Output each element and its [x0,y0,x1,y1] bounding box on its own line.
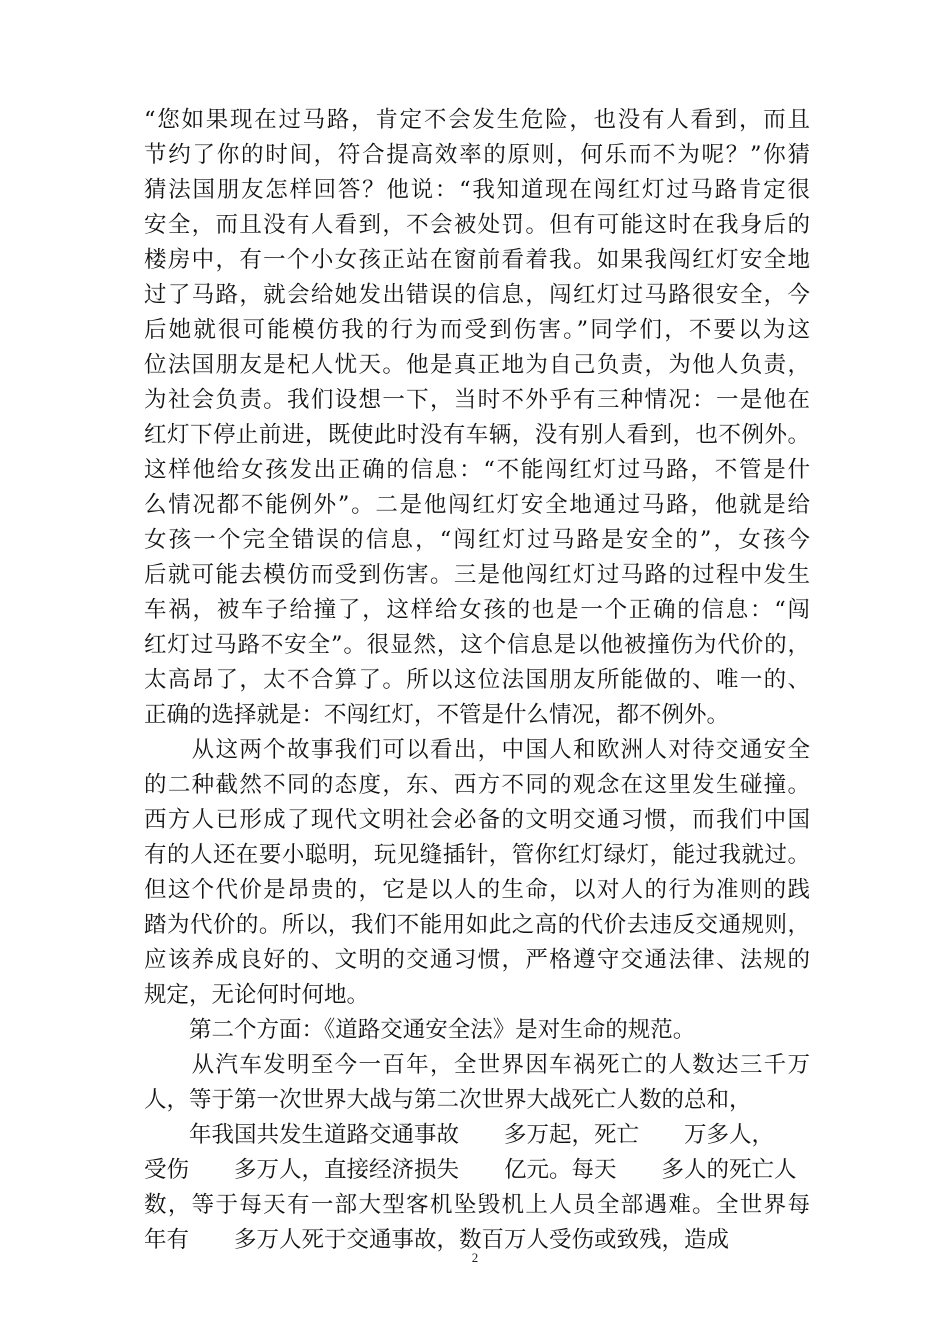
text-line: 受伤 多万人，直接经济损失 亿元。每天 多人的死亡人 [144,1157,797,1183]
text-line: 规定，无论何时何地。 [144,982,370,1008]
text-line: 为社会负责。我们设想一下，当时不外乎有三种情况：一是他在 [144,387,810,413]
text-line: 红灯过马路不安全”。很显然，这个信息是以他被撞伤为代价的， [144,632,810,658]
text-line: 安全，而且没有人看到，不会被处罚。但有可能这时在我身后的 [144,212,810,238]
page-number: 2 [471,1250,479,1265]
text-line: 红灯下停止前进，既使此时没有车辆，没有别人看到，也不例外。 [144,422,810,448]
text-line: 过了马路，就会给她发出错误的信息，闯红灯过马路很安全，今 [144,282,810,308]
text-line: 踏为代价的。所以，我们不能用如此之高的代价去违反交通规则， [144,912,810,938]
text-line: 年有 多万人死于交通事故，数百万人受伤或致残，造成 [144,1227,730,1253]
text-line: 从汽车发明至今一百年，全世界因车祸死亡的人数达三千万 [144,1052,810,1078]
text-line: 从这两个故事我们可以看出，中国人和欧洲人对待交通安全 [144,737,810,763]
text-line: 楼房中，有一个小女孩正站在窗前看着我。如果我闯红灯安全地 [144,247,810,273]
body-text [144,103,810,1258]
text-line: 猜法国朋友怎样回答？他说：“我知道现在闯红灯过马路肯定很 [144,177,810,203]
text-line: 但这个代价是昂贵的，它是以人的生命，以对人的行为准则的践 [144,877,810,903]
text-line: 车祸，被车子给撞了，这样给女孩的也是一个正确的信息：“闯 [144,597,810,623]
text-line: 西方人已形成了现代文明社会必备的文明交通习惯，而我们中国 [144,807,810,833]
text-line: 年我国共发生道路交通事故 多万起，死亡 万多人， [144,1122,775,1148]
text-line: “您如果现在过马路，肯定不会发生危险，也没有人看到，而且 [144,107,810,133]
section-heading: 第二个方面：《道路交通安全法》是对生命的规范。 [144,1017,696,1043]
text-line: 后她就很可能模仿我的行为而受到伤害。”同学们，不要以为这 [144,317,810,343]
text-line: 的二种截然不同的态度，东、西方不同的观念在这里发生碰撞。 [144,772,810,798]
text-line: 太高昂了，太不合算了。所以这位法国朋友所能做的、唯一的、 [144,667,810,693]
text-line: 应该养成良好的、文明的交通习惯，严格遵守交通法律、法规的 [144,947,810,973]
text-line: 数，等于每天有一部大型客机坠毁机上人员全部遇难。全世界每 [144,1192,810,1218]
text-line: 位法国朋友是杞人忧天。他是真正地为自己负责，为他人负责， [144,352,810,378]
text-line: 女孩一个完全错误的信息，“闯红灯过马路是安全的”，女孩今 [144,527,810,553]
text-line: 节约了你的时间，符合提高效率的原则，何乐而不为呢？”你猜 [144,142,810,168]
text-line: 后就可能去模仿而受到伤害。三是他闯红灯过马路的过程中发生 [144,562,810,588]
text-line: 么情况都不能例外”。二是他闯红灯安全地通过马路，他就是给 [144,492,810,518]
text-line: 有的人还在要小聪明，玩见缝插针，管你红灯绿灯，能过我就过。 [144,842,810,868]
text-line: 正确的选择就是：不闯红灯，不管是什么情况，都不例外。 [144,702,730,728]
text-line: 人，等于第一次世界大战与第二次世界大战死亡人数的总和， [144,1087,752,1113]
text-line: 这样他给女孩发出正确的信息：“不能闯红灯过马路，不管是什 [144,457,810,483]
